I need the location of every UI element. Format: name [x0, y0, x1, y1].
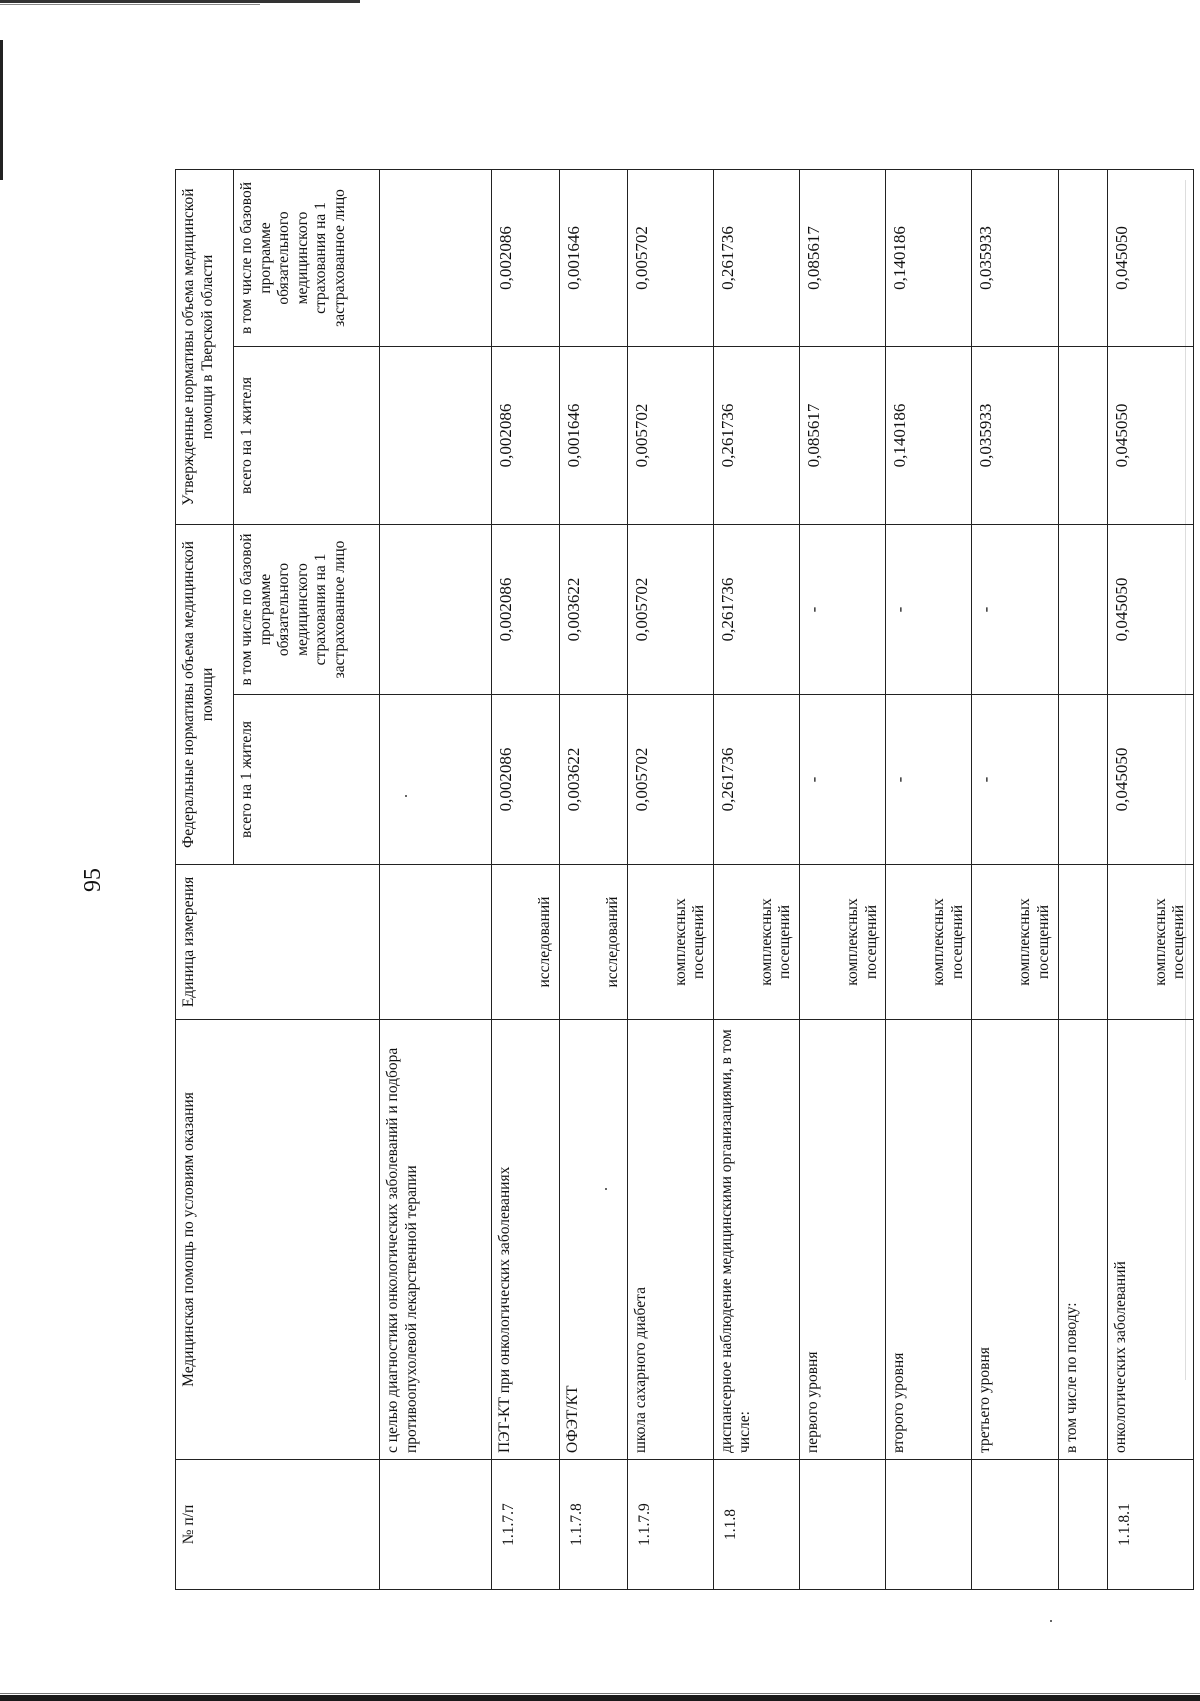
scan-edge-bottom-thin: [0, 1693, 1200, 1694]
row-name: в том числе по поводу:: [1058, 1020, 1107, 1460]
scan-edge-top: [0, 0, 360, 3]
row-code: [1058, 1460, 1107, 1590]
row-federal-total: [380, 695, 492, 865]
row-approved-oms: 0,045050: [1107, 170, 1193, 347]
row-unit: комплексных посещений: [799, 865, 885, 1020]
row-code: [799, 1460, 885, 1590]
row-unit: исследований: [492, 865, 560, 1020]
row-approved-total: [1058, 347, 1107, 525]
header-federal: Федеральные нормативы объема медицинской помощи: [176, 525, 234, 865]
row-approved-oms: 0,085617: [799, 170, 885, 347]
row-approved-total: 0,001646: [560, 347, 628, 525]
row-federal-total: 0,003622: [560, 695, 628, 865]
table-row: [380, 170, 492, 1590]
header-approved: Утвержденные нормативы объема медицинской помощи в Тверской области: [176, 170, 234, 525]
row-name: первого уровня: [799, 1020, 885, 1460]
row-name: с целью диагностики онкологических заболеваний и подбора противоопухолевой лекарственной терапии: [380, 1020, 492, 1460]
scan-edge-left: [0, 40, 3, 180]
row-approved-oms: [1058, 170, 1107, 347]
row-federal-total: 0,261736: [713, 695, 799, 865]
row-unit: [1058, 865, 1107, 1020]
table-row: [492, 170, 560, 1590]
row-unit: комплексных посещений: [713, 865, 799, 1020]
subheader-federal-oms: в том числе по базовой программе обязательного медицинского страхования на 1 застрахованное лицо: [234, 525, 380, 695]
header-unit: Единица измерения: [176, 865, 380, 1020]
row-unit: исследований: [560, 865, 628, 1020]
row-code: [972, 1460, 1058, 1590]
row-approved-total: 0,140186: [886, 347, 972, 525]
row-federal-oms: 0,003622: [560, 525, 628, 695]
row-federal-total: -: [799, 695, 885, 865]
row-federal-total: 0,002086: [492, 695, 560, 865]
row-approved-total: 0,035933: [972, 347, 1058, 525]
row-name: второго уровня: [886, 1020, 972, 1460]
subheader-approved-total: всего на 1 жителя: [234, 347, 380, 525]
row-federal-oms: 0,261736: [713, 525, 799, 695]
rotated-page: [80, 170, 1188, 1590]
row-approved-total: [380, 347, 492, 525]
row-code: [380, 1460, 492, 1590]
row-approved-oms: [380, 170, 492, 347]
row-approved-oms: 0,261736: [713, 170, 799, 347]
row-federal-oms: -: [886, 525, 972, 695]
row-unit: [380, 865, 492, 1020]
row-approved-oms: 0,005702: [627, 170, 713, 347]
row-federal-total: 0,005702: [627, 695, 713, 865]
row-name: третьего уровня: [972, 1020, 1058, 1460]
norms-table: [175, 169, 1194, 1590]
row-federal-oms: -: [972, 525, 1058, 695]
row-code: 1.1.7.7: [492, 1460, 560, 1590]
row-approved-total: 0,045050: [1107, 347, 1193, 525]
row-federal-total: -: [972, 695, 1058, 865]
row-federal-total: -: [886, 695, 972, 865]
table-row: [627, 170, 713, 1590]
row-approved-oms: 0,140186: [886, 170, 972, 347]
row-approved-total: 0,261736: [713, 347, 799, 525]
row-code: [886, 1460, 972, 1590]
row-code: 1.1.8: [713, 1460, 799, 1590]
table-row: [713, 170, 799, 1590]
header-name: Медицинская помощь по условиям оказания: [176, 1020, 380, 1460]
row-unit: комплексных посещений: [1107, 865, 1193, 1020]
row-federal-total: [1058, 695, 1107, 865]
row-name: школа сахарного диабета: [627, 1020, 713, 1460]
row-unit: комплексных посещений: [972, 865, 1058, 1020]
row-code: 1.1.7.8: [560, 1460, 628, 1590]
row-approved-total: 0,002086: [492, 347, 560, 525]
scan-speck: [1050, 1620, 1052, 1622]
table-row: [886, 170, 972, 1590]
table-row: [799, 170, 885, 1590]
row-federal-oms: 0,005702: [627, 525, 713, 695]
scan-edge-top-thin: [0, 4, 260, 5]
subheader-approved-oms: в том числе по базовой программе обязательного медицинского страхования на 1 застрахованное лицо: [234, 170, 380, 347]
row-name: онкологических заболеваний: [1107, 1020, 1193, 1460]
table-row: [560, 170, 628, 1590]
row-unit: комплексных посещений: [627, 865, 713, 1020]
subheader-federal-total: всего на 1 жителя: [234, 695, 380, 865]
table-row: [1107, 170, 1193, 1590]
row-name: ОФЭТ/КТ: [560, 1020, 628, 1460]
page-number: 95: [80, 868, 106, 892]
row-federal-oms: [380, 525, 492, 695]
row-approved-total: 0,005702: [627, 347, 713, 525]
row-code: 1.1.7.9: [627, 1460, 713, 1590]
row-unit: комплексных посещений: [886, 865, 972, 1020]
row-federal-total: 0,045050: [1107, 695, 1193, 865]
scan-edge-bottom: [0, 1695, 1200, 1701]
row-approved-oms: 0,002086: [492, 170, 560, 347]
row-code: 1.1.8.1: [1107, 1460, 1193, 1590]
row-federal-oms: 0,002086: [492, 525, 560, 695]
table-row: [1058, 170, 1107, 1590]
row-name: диспансерное наблюдение медицинскими организациями, в том числе:: [713, 1020, 799, 1460]
row-approved-oms: 0,035933: [972, 170, 1058, 347]
row-approved-total: 0,085617: [799, 347, 885, 525]
row-name: ПЭТ-КТ при онкологических заболеваниях: [492, 1020, 560, 1460]
row-federal-oms: [1058, 525, 1107, 695]
row-federal-oms: -: [799, 525, 885, 695]
row-federal-oms: 0,045050: [1107, 525, 1193, 695]
table-row: [972, 170, 1058, 1590]
row-approved-oms: 0,001646: [560, 170, 628, 347]
header-num: № п/п: [176, 1460, 380, 1590]
